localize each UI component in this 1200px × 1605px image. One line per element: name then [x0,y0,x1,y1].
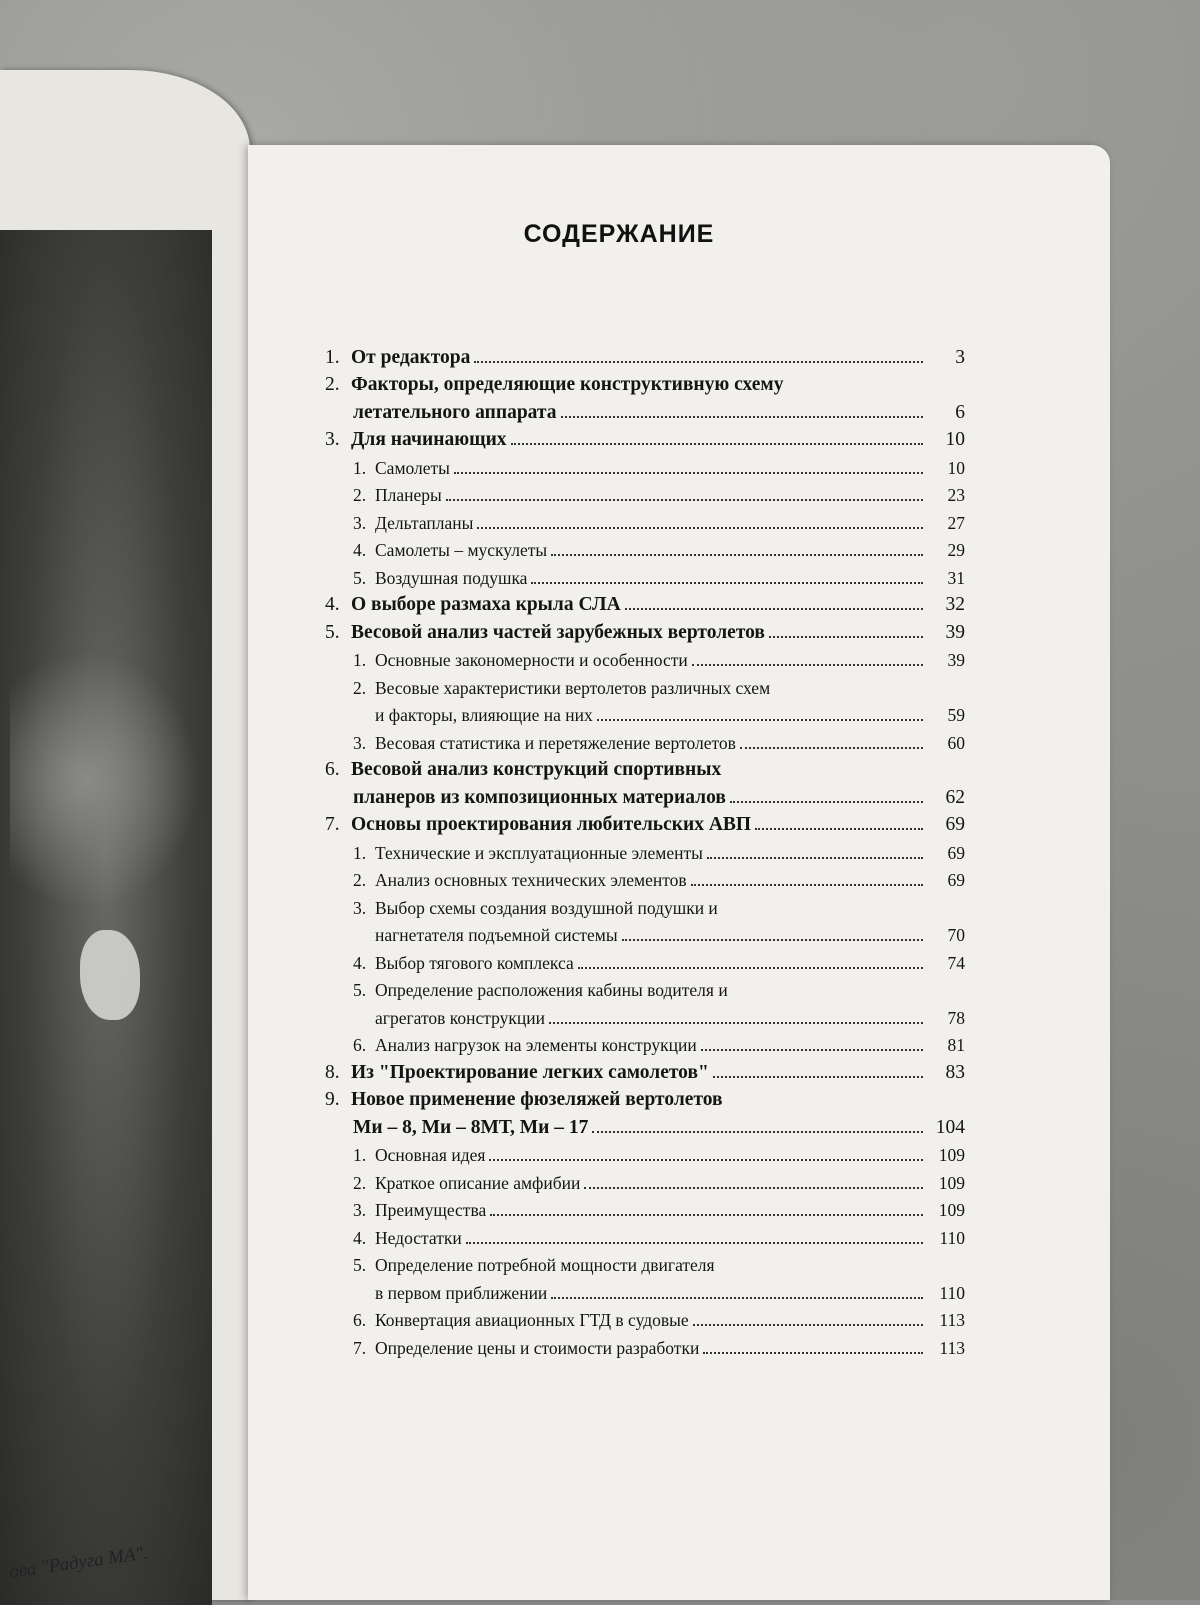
dot-leader [622,939,923,941]
toc-entry-number: 5. [353,567,367,588]
toc-entry [325,1032,965,1058]
toc-entry-number: 2. [325,374,340,395]
toc-entry [325,1225,965,1251]
toc-entry-title: планеров из композиционных материалов [353,786,726,808]
toc-entry-number: 4. [353,1227,367,1248]
toc-entry-number: 7. [353,1337,367,1358]
toc-entry-number: 2. [353,1172,367,1193]
toc-entry-page: 60 [947,732,965,753]
toc-entry [325,812,965,838]
dot-leader [578,967,923,969]
toc-entry [325,867,965,893]
toc-entry-title: Анализ основных технических элементов [375,870,687,890]
toc-entry-title: Весовой анализ частей зарубежных вертолетов [351,621,765,643]
toc-entry-title: Краткое описание амфибии [375,1172,581,1193]
toc-entry [325,1060,965,1086]
dot-leader [446,499,923,501]
toc-entry-number: 6. [353,1035,367,1055]
toc-entry-number: 6. [325,759,340,780]
toc-entry-page: 83 [945,1061,965,1083]
toc-entry [325,1170,965,1196]
toc-entry-title: Весовые характеристики вертолетов различных схем [375,677,771,698]
toc-entry-title: в первом приближении [375,1282,548,1303]
toc-entry [325,537,965,563]
page-title: СОДЕРЖАНИЕ [523,220,715,248]
toc-entry-title: агрегатов конструкции [375,1007,545,1028]
dot-leader [707,857,923,859]
toc-entry-page: 23 [947,485,965,505]
toc-entry-title: Выбор схемы создания воздушной подушки и [375,897,718,918]
toc-entry-page: 70 [947,925,965,945]
dot-leader [489,1159,923,1161]
toc-entry [325,785,965,811]
toc-entry [325,840,965,866]
toc-entry-page: 113 [939,1337,965,1358]
toc-entry-page: 113 [939,1310,965,1330]
dot-leader [692,664,923,666]
toc-entry-number: 3. [353,732,367,753]
toc-entry-number: 4. [353,952,367,973]
toc-entry-title: и факторы, влияющие на них [375,705,593,725]
dot-leader [477,527,923,529]
toc-entry-title: летательного аппарата [353,401,557,423]
toc-entry [325,427,965,453]
toc-entry-title: От редактора [351,346,471,368]
toc-entry-page: 3 [955,346,965,368]
toc-entry-page: 69 [947,842,965,863]
toc-entry-number: 9. [325,1089,340,1110]
dot-leader [713,1076,923,1078]
toc-entry-number: 3. [353,512,367,533]
dot-leader [592,1131,923,1133]
toc-entry-title: Весовая статистика и перетяжеление вертолетов [375,732,736,753]
toc-entry [325,895,965,921]
toc-entry-title: Основные закономерности и особенности [375,650,688,670]
toc-entry [325,1307,965,1333]
toc-entry [325,482,965,508]
toc-entry-title: нагнетателя подъемной системы [375,925,618,945]
dot-leader [561,416,924,418]
toc-entry [325,675,965,701]
toc-entry-page: 104 [935,1116,965,1138]
toc-entry-number: 7. [325,814,340,835]
dot-leader [531,582,923,584]
toc-entry [325,1087,965,1113]
toc-entry-number: 1. [353,842,367,863]
toc-entry-page: 110 [939,1282,965,1303]
toc-entry [325,455,965,481]
toc-entry [325,1252,965,1278]
toc-entry [325,510,965,536]
dot-leader [730,801,923,803]
toc-entry-title: Ми – 8, Ми – 8МТ, Ми – 17 [353,1116,589,1138]
toc-entry [325,647,965,673]
toc-entry-number: 3. [325,429,340,450]
toc-entry-title: Определение расположения кабины водителя и [375,980,728,1000]
toc-entry-number: 3. [353,897,367,918]
toc-entry-title: О выборе размаха крыла СЛА [351,594,621,615]
toc-entry-title: Конвертация авиационных ГТД в судовые [375,1310,689,1330]
toc-entry-page: 69 [945,814,965,835]
toc-entry-page: 6 [955,401,965,423]
toc-entry-title: Основы проектирования любительских АВП [351,814,752,835]
toc-entry [325,1142,965,1168]
toc-entry [325,620,965,646]
toc-entry-page: 78 [947,1007,965,1028]
toc-entry-title: Новое применение фюзеляжей вертолетов [351,1089,723,1110]
toc-entry-page: 29 [947,540,965,560]
toc-entry [325,1005,965,1031]
toc-entry-page: 10 [947,457,965,478]
toc-entry [325,345,965,371]
toc-entry-title: Планеры [375,485,442,505]
toc-entry-title: Самолеты – мускулеты [375,540,548,560]
toc-entry-number: 3. [353,1200,367,1220]
dot-leader [625,608,923,610]
toc-entry-number: 4. [325,594,340,615]
toc-entry-page: 62 [945,786,965,808]
toc-entry-title: Из "Проектирование легких самолетов" [351,1061,709,1083]
dot-leader [755,828,923,830]
dot-leader [769,636,923,638]
dot-leader [740,747,923,749]
toc-entry-number: 5. [325,621,340,643]
dot-leader [490,1214,923,1216]
toc-entry-title: Воздушная подушка [375,567,528,588]
toc-entry-number: 8. [325,1061,340,1083]
dot-leader [693,1324,923,1326]
toc-entry-number: 4. [353,540,367,560]
left-page [0,70,250,1600]
toc-entry-number: 2. [353,485,367,505]
toc-entry-page: 109 [938,1145,965,1165]
toc-entry-title: Дельтапланы [375,512,474,533]
dot-leader [551,554,923,556]
toc-entry-page: 69 [947,870,965,890]
toc-entry [325,950,965,976]
dot-leader [549,1022,923,1024]
toc-entry [325,592,965,618]
toc-entry-number: 5. [353,1255,367,1275]
dot-leader [551,1297,923,1299]
toc-entry-title: Недостатки [375,1227,462,1248]
toc-entry [325,730,965,756]
toc-entry-title: Для начинающих [351,429,507,450]
toc-entry-page: 10 [945,429,965,450]
toc-entry-title: Выбор тягового комплекса [375,952,574,973]
toc-entry-title: Определение потребной мощности двигателя [375,1255,715,1275]
toc-entry-number: 1. [325,346,340,368]
dot-leader [597,719,923,721]
toc-entry [325,977,965,1003]
toc-entry [325,372,965,398]
dot-leader [511,443,923,445]
toc-entry [325,1280,965,1306]
toc-entry-page: 31 [947,567,965,588]
toc-entry-page: 39 [945,621,965,643]
toc-entry-number: 1. [353,1145,367,1165]
dot-leader [474,361,923,363]
toc-entry-page: 109 [938,1172,965,1193]
dot-leader [454,472,923,474]
toc-entry [325,1115,965,1141]
toc-entry [325,757,965,783]
toc-entry-number: 2. [353,677,367,698]
toc-entry-page: 110 [939,1227,965,1248]
dot-leader [691,884,923,886]
toc-entry-number: 1. [353,650,367,670]
toc-entry [325,702,965,728]
toc-entry [325,1197,965,1223]
toc-entry-page: 81 [947,1035,965,1055]
toc-entry-number: 5. [353,980,367,1000]
toc-entry-page: 32 [945,594,965,615]
toc-entry-title: Анализ нагрузок на элементы конструкции [375,1035,697,1055]
toc-entry [325,1335,965,1361]
toc-entry-page: 74 [947,952,965,973]
toc-entry-title: Основная идея [375,1145,486,1165]
dot-leader [466,1242,923,1244]
table-of-contents [325,343,965,1361]
toc-entry [325,565,965,591]
dot-leader [703,1352,923,1354]
toc-entry-title: Весовой анализ конструкций спортивных [351,759,722,780]
toc-entry-page: 109 [938,1200,965,1220]
toc-entry-page: 59 [947,705,965,725]
toc-entry-page: 27 [947,512,965,533]
toc-entry-number: 2. [353,870,367,890]
photo-caption: ова "Радуга МА". [8,1542,150,1583]
toc-entry [325,400,965,426]
toc-entry-title: Технические и эксплуатационные элементы [375,842,703,863]
toc-entry-number: 6. [353,1310,367,1330]
dot-leader [701,1049,923,1051]
toc-entry-number: 1. [353,457,367,478]
toc-entry-page: 39 [947,650,965,670]
photograph [0,230,212,1605]
toc-entry [325,922,965,948]
toc-entry-title: Факторы, определяющие конструктивную схему [351,374,784,395]
toc-entry-title: Самолеты [375,457,450,478]
toc-entry-title: Преимущества [375,1200,487,1220]
dot-leader [584,1187,923,1189]
toc-entry-title: Определение цены и стоимости разработки [375,1337,700,1358]
